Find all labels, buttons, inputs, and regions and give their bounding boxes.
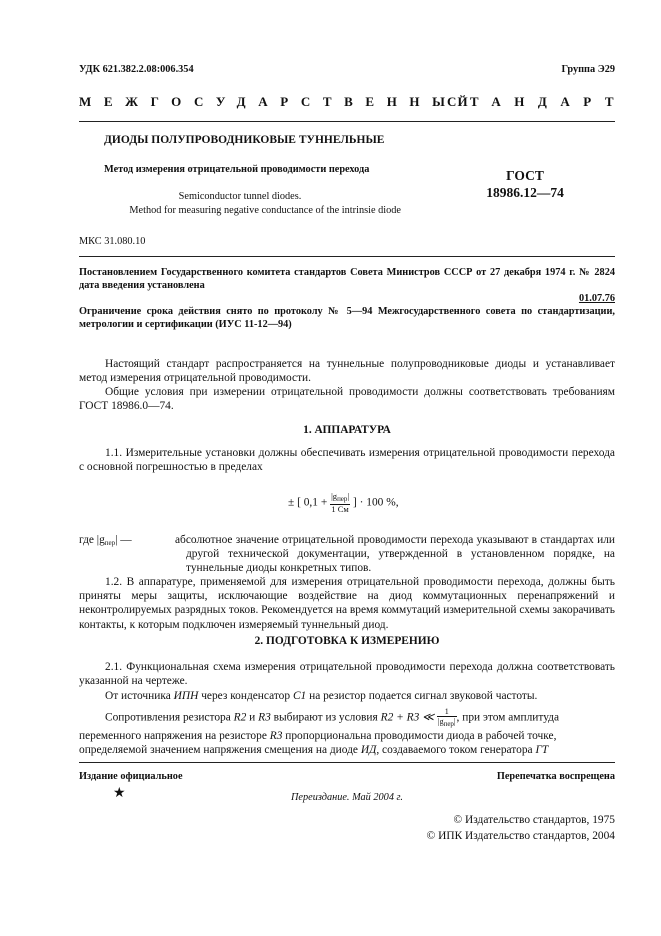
english-title-line2: Method for measuring negative conductance of the intrinsie diode <box>129 205 401 216</box>
formula-numerator-end: | <box>347 491 350 501</box>
copyright-1975: © Издательство стандартов, 1975 <box>453 814 615 826</box>
intro-date: 01.07.76 <box>578 293 615 304</box>
formula-numerator-sub: пер <box>337 495 348 503</box>
clause-1-1: 1.1. Измерительные установки должны обеспечивать измерения отрицательной проводимости перехода с основной погрешностью в пределах <box>79 447 615 474</box>
formula-denominator: 1 См <box>331 504 349 514</box>
where-label-start: где |g <box>79 534 105 546</box>
res-denominator: |g <box>437 717 444 726</box>
res-and: и <box>249 711 256 724</box>
standard-banner <box>79 94 627 110</box>
udc-code: УДК 621.382.2.08:006.354 <box>79 64 194 75</box>
source-text-a: От источника <box>105 690 171 702</box>
source-text-c: на резистор подается сигнал звуковой частоты. <box>309 690 538 702</box>
formula-suffix: ] · 100 %, <box>352 496 399 509</box>
limitation-text: Ограничение срока действия снято по протоколу № 5—94 Межгосударственного совета по стандартизации, метрологии и сертификации (ИУС 11-12—94) <box>79 306 615 330</box>
bias-line <box>79 743 548 757</box>
document-subtitle: Метод измерения отрицательной проводимости перехода <box>104 164 370 175</box>
amplitude-line <box>79 729 556 743</box>
official-edition: Издание официальное <box>79 771 183 782</box>
where-label <box>79 533 132 550</box>
error-formula <box>288 492 399 514</box>
reprint-notice: Перепечатка воспрещена <box>496 771 615 782</box>
where-label-sub: пер <box>104 539 116 547</box>
clause-1-2: 1.2. В аппаратуре, применяемой для измерения отрицательной проводимости перехода, должны быть приняты меры защиты, исключающие воздействие на диод коммутационных перенапряжений и неконтролируемых разрядных токов. Рекомендуется на время коммутаций измерительной схемы закорачивать контакты, к которым подключен измеряемый туннельный диод. <box>79 576 615 631</box>
line-text-a: переменного напряжения на резисторе <box>79 730 267 742</box>
document-title: ДИОДЫ ПОЛУПРОВОДНИКОВЫЕ ТУННЕЛЬНЫЕ <box>104 134 385 146</box>
res-denominator-end: | <box>453 717 456 726</box>
copyright-2004: © ИПК Издательство стандартов, 2004 <box>426 830 615 842</box>
resolution-text: Постановлением Государственного комитета стандартов Совета Министров СССР от 27 декабря 1974 г. № 2824 дата введения установлена <box>79 267 615 291</box>
intro-paragraph-2: Общие условия при измерении отрицательной проводимости должны соответствовать требованиям ГОСТ 18986.0—74. <box>79 386 615 413</box>
source-ipn: ИПН <box>173 690 199 702</box>
gost-label: ГОСТ <box>506 168 544 183</box>
banner-right: СТАНДАРТ <box>446 94 627 109</box>
res-r2: R2 <box>233 711 247 724</box>
banner-left: МЕЖГОСУДАРСТВЕННЫЙ <box>79 94 481 109</box>
section-1-heading: 1. АППАРАТУРА <box>303 424 391 436</box>
gost-number: 18986.12—74 <box>486 185 564 200</box>
line2-gt: ГТ <box>535 744 549 756</box>
line2-text-a: определяемой значением напряжения смещения на диоде <box>79 744 358 756</box>
line2-id: ИД <box>360 744 377 756</box>
res-text-a: Сопротивления резистора <box>105 711 231 724</box>
formula-numerator: |g <box>331 491 338 501</box>
gost-designation <box>470 167 580 201</box>
source-sentence <box>105 689 537 703</box>
line-text-b: пропорциональна проводимости диода в рабочей точке, <box>285 730 557 742</box>
mks-divider <box>79 256 615 257</box>
formula-prefix: ± [ 0,1 + <box>288 496 328 509</box>
header-divider <box>79 121 615 122</box>
footer-divider <box>79 762 615 763</box>
english-title-line1: Semiconductor tunnel diodes. <box>178 191 302 202</box>
res-denominator-sub: пер <box>443 720 454 728</box>
source-text-b: через конденсатор <box>201 690 291 702</box>
clause-2-1: 2.1. Функциональная схема измерения отрицательной проводимости перехода должна соответствовать указанной на чертеже. <box>79 661 615 688</box>
res-text-c: , при этом амплитуда <box>456 711 560 724</box>
resistor-sentence <box>105 707 615 729</box>
section-2-heading: 2. ПОДГОТОВКА К ИЗМЕРЕНИЮ <box>254 635 440 647</box>
mks-code: МКС 31.080.10 <box>79 236 146 247</box>
res-condition: R2 + R3 ≪ <box>380 711 435 724</box>
reissue-note: Переиздание. Май 2004 г. <box>290 792 403 803</box>
group-code: Группа Э29 <box>561 64 615 75</box>
line-r3: R3 <box>269 730 283 742</box>
res-fraction <box>437 707 457 729</box>
res-numerator: 1 <box>437 707 457 717</box>
where-definition: абсолютное значение отрицательной проводимости перехода указывают в стандартах или другой технической документации, утвержденной в установленном порядке, на туннельные диоды конкретных типов. <box>175 534 615 575</box>
source-c1: С1 <box>292 690 307 702</box>
where-label-end: | — <box>115 534 132 546</box>
formula-fraction <box>330 492 350 514</box>
line2-text-b: , создаваемого током генератора <box>376 744 533 756</box>
res-text-b: выбирают из условия <box>273 711 378 724</box>
star-icon: ★ <box>113 785 126 801</box>
res-r3: R3 <box>258 711 271 724</box>
intro-paragraph-1: Настоящий стандарт распространяется на туннельные полупроводниковые диоды и устанавливает метод измерения отрицательной проводимости. <box>79 358 615 385</box>
